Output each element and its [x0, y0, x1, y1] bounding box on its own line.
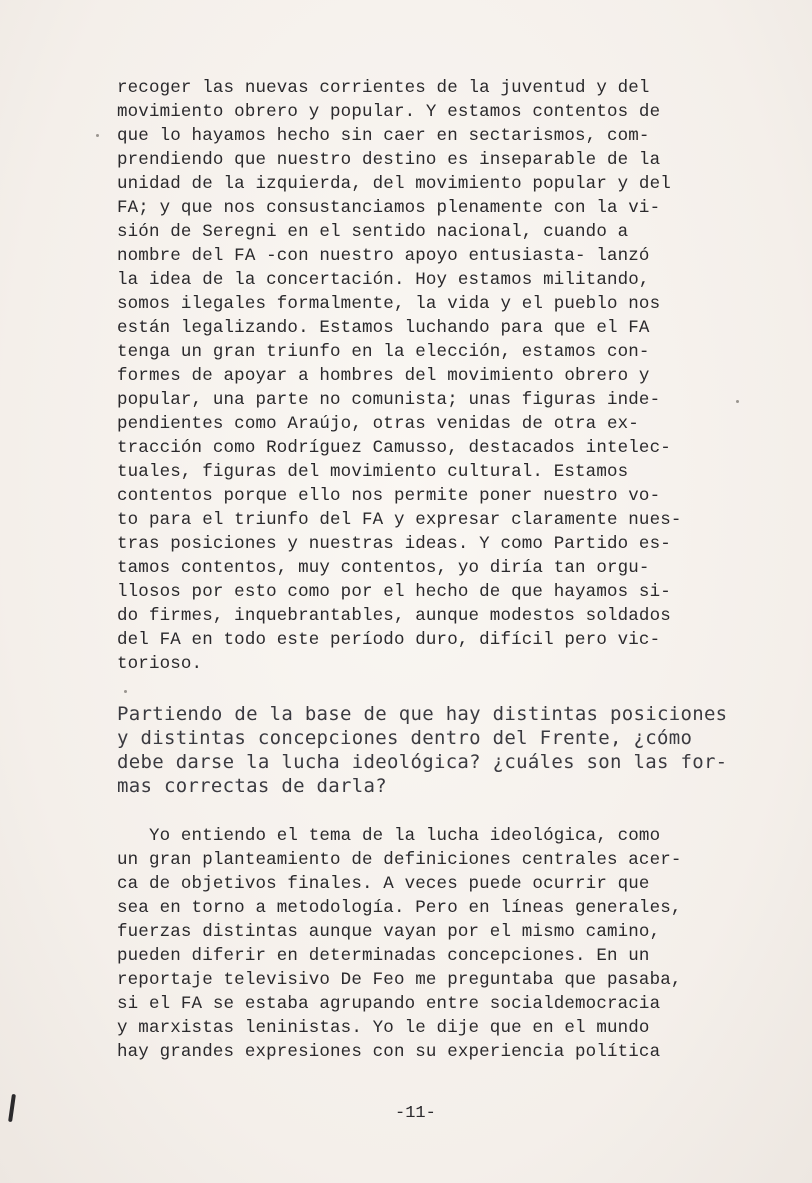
text-line: llosos por esto como por el hecho de que hayamos si- [117, 582, 671, 602]
question-line: Partiendo de la base de que hay distintas posiciones [117, 703, 728, 725]
text-line: torioso. [117, 654, 203, 674]
text-line: fuerzas distintas aunque vayan por el mismo camino, [117, 922, 661, 942]
text-line: to para el triunfo del FA y expresar claramente nues- [117, 510, 682, 530]
text-line: reportaje televisivo De Feo me preguntaba que pasaba, [117, 970, 682, 990]
text-line: ca de objetivos finales. A veces puede ocurrir que [117, 874, 650, 894]
text-line: un gran planteamiento de definiciones centrales acer- [117, 850, 682, 870]
text-line: pueden diferir en determinadas concepciones. En un [117, 946, 650, 966]
text-line: están legalizando. Estamos luchando para que el FA [117, 318, 650, 338]
text-line: del FA en todo este período duro, difícil pero vic- [117, 630, 661, 650]
question-line: mas correctas de darla? [117, 775, 387, 797]
text-line: movimiento obrero y popular. Y estamos contentos de [117, 102, 661, 122]
text-line: tras posiciones y nuestras ideas. Y como Partido es- [117, 534, 671, 554]
text-line: popular, una parte no comunista; unas figuras inde- [117, 390, 661, 410]
text-line: sión de Seregni en el sentido nacional, cuando a [117, 222, 629, 242]
text-line: Yo entiendo el tema de la lucha ideológica, como [117, 826, 661, 846]
text-line: nombre del FA -con nuestro apoyo entusiasta- lanzó [117, 246, 650, 266]
question-line: debe darse la lucha ideológica? ¿cuáles son las for- [117, 751, 728, 773]
text-line: prendiendo que nuestro destino es inseparable de la [117, 150, 661, 170]
text-line: hay grandes expresiones con su experiencia política [117, 1042, 661, 1062]
text-line: si el FA se estaba agrupando entre socialdemocracia [117, 994, 661, 1014]
text-line: unidad de la izquierda, del movimiento popular y del [117, 174, 671, 194]
paper-speck [736, 400, 739, 403]
text-line: somos ilegales formalmente, la vida y el pueblo nos [117, 294, 661, 314]
paper-speck [124, 690, 127, 693]
text-line: tuales, figuras del movimiento cultural. Estamos [117, 462, 629, 482]
text-line: recoger las nuevas corrientes de la juventud y del [117, 78, 650, 98]
margin-ink-mark [8, 1094, 16, 1122]
paper-speck [96, 134, 99, 137]
text-line: contentos porque ello nos permite poner nuestro vo- [117, 486, 661, 506]
text-line: sea en torno a metodología. Pero en líneas generales, [117, 898, 682, 918]
text-line: y marxistas leninistas. Yo le dije que en el mundo [117, 1018, 650, 1038]
text-line: do firmes, inquebrantables, aunque modestos soldados [117, 606, 671, 626]
page-number: -11- [395, 1104, 436, 1123]
text-line: pendientes como Araújo, otras venidas de otra ex- [117, 414, 639, 434]
text-line: que lo hayamos hecho sin caer en sectarismos, com- [117, 126, 650, 146]
text-line: formes de apoyar a hombres del movimiento obrero y [117, 366, 650, 386]
text-line: tracción como Rodríguez Camusso, destacados intelec- [117, 438, 671, 458]
text-line: tenga un gran triunfo en la elección, estamos con- [117, 342, 650, 362]
text-line: tamos contentos, muy contentos, yo diría tan orgu- [117, 558, 650, 578]
text-line: FA; y que nos consustanciamos plenamente con la vi- [117, 198, 661, 218]
text-line: la idea de la concertación. Hoy estamos militando, [117, 270, 650, 290]
question-line: y distintas concepciones dentro del Frente, ¿cómo [117, 727, 693, 749]
